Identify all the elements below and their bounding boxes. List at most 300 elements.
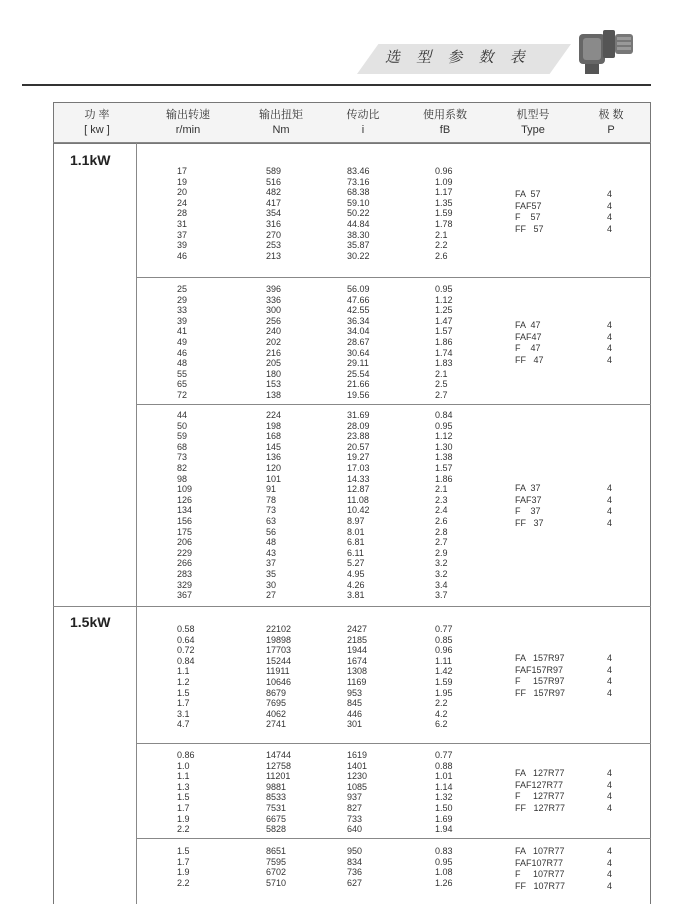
speed-cell: 28 xyxy=(177,208,188,219)
speed-cell: 31 xyxy=(177,218,188,229)
torque-cell: 6675 xyxy=(266,813,287,824)
poles-cell: 4 xyxy=(606,212,612,223)
torque-cell: 73 xyxy=(266,505,277,516)
factor-cell: 2.1 xyxy=(435,484,448,495)
ratio-cell: 834 xyxy=(347,856,363,867)
factor-cell: 1.26 xyxy=(435,877,453,888)
type-cell: FAF107R77 xyxy=(515,857,564,868)
ratio-cell: 20.57 xyxy=(347,441,370,452)
factor-column xyxy=(435,410,453,601)
type-column xyxy=(515,483,544,529)
ratio-cell: 56.09 xyxy=(347,284,370,294)
speed-cell: 109 xyxy=(177,484,193,495)
factor-cell: 1.69 xyxy=(435,813,453,824)
speed-cell: 72 xyxy=(177,389,188,400)
speed-cell: 59 xyxy=(177,431,188,442)
ratio-cell: 14.33 xyxy=(347,473,370,484)
ratio-column xyxy=(347,410,370,601)
speed-column xyxy=(177,410,192,601)
type-cell: FAF157R97 xyxy=(515,664,564,675)
speed-cell: 55 xyxy=(177,368,188,379)
type-column xyxy=(515,189,544,235)
ratio-cell: 47.66 xyxy=(347,294,370,305)
speed-cell: 48 xyxy=(177,358,188,369)
ratio-cell: 953 xyxy=(347,687,363,698)
poles-cell: 4 xyxy=(606,189,612,199)
ratio-cell: 36.34 xyxy=(347,315,370,326)
speed-cell: 134 xyxy=(177,505,193,516)
ratio-cell: 59.10 xyxy=(347,197,370,208)
speed-cell: 1.7 xyxy=(177,802,190,813)
factor-cell: 1.95 xyxy=(435,687,453,698)
torque-cell: 12758 xyxy=(266,760,292,771)
factor-cell: 0.83 xyxy=(435,846,453,856)
factor-cell: 0.95 xyxy=(435,284,453,294)
speed-cell: 19 xyxy=(177,176,188,187)
type-cell: F 127R77 xyxy=(515,791,565,802)
type-cell: FA 127R77 xyxy=(515,768,565,778)
ratio-cell: 4.26 xyxy=(347,579,365,590)
factor-column xyxy=(435,284,453,401)
ratio-cell: 1619 xyxy=(347,750,368,760)
type-cell: F 107R77 xyxy=(515,869,565,880)
type-column xyxy=(515,320,544,366)
torque-cell: 224 xyxy=(266,410,282,420)
speed-cell: 0.86 xyxy=(177,750,195,760)
ratio-cell: 12.87 xyxy=(347,484,370,495)
block-divider xyxy=(137,743,651,744)
ratio-cell: 29.11 xyxy=(347,358,369,369)
ratio-cell: 301 xyxy=(347,719,363,730)
top-rule xyxy=(22,84,651,86)
type-cell: FF 47 xyxy=(515,354,544,365)
speed-cell: 98 xyxy=(177,473,188,484)
factor-cell: 1.57 xyxy=(435,462,453,473)
factor-cell: 0.84 xyxy=(435,410,453,420)
factor-cell: 2.1 xyxy=(435,229,448,240)
ratio-cell: 68.38 xyxy=(347,187,370,198)
factor-cell: 2.7 xyxy=(435,537,448,548)
torque-cell: 5828 xyxy=(266,824,287,835)
torque-cell: 8679 xyxy=(266,687,287,698)
speed-cell: 82 xyxy=(177,462,188,473)
torque-cell: 213 xyxy=(266,250,282,261)
ratio-cell: 42.55 xyxy=(347,305,370,316)
type-cell: FF 127R77 xyxy=(515,802,566,813)
torque-cell: 63 xyxy=(266,515,277,526)
speed-cell: 50 xyxy=(177,420,188,431)
poles-cell: 4 xyxy=(606,846,612,856)
factor-cell: 1.38 xyxy=(435,452,453,463)
poles-cell: 4 xyxy=(606,320,612,330)
factor-cell: 2.8 xyxy=(435,526,448,537)
speed-cell: 29 xyxy=(177,294,188,305)
torque-cell: 91 xyxy=(266,484,277,495)
ratio-cell: 1230 xyxy=(347,771,368,782)
speed-cell: 46 xyxy=(177,250,188,261)
torque-cell: 78 xyxy=(266,494,277,505)
speed-cell: 1.2 xyxy=(177,676,190,687)
factor-cell: 2.4 xyxy=(435,505,448,516)
group-divider xyxy=(53,606,651,607)
ratio-cell: 8.97 xyxy=(347,515,365,526)
factor-cell: 1.57 xyxy=(435,326,453,337)
torque-cell: 48 xyxy=(266,537,277,548)
poles-cell: 4 xyxy=(606,869,612,880)
ratio-cell: 5.27 xyxy=(347,558,365,569)
torque-cell: 180 xyxy=(266,368,282,379)
speed-cell: 1.5 xyxy=(177,846,190,856)
header-service-factor: 使用系数 fB xyxy=(423,109,467,136)
factor-cell: 1.78 xyxy=(435,218,453,229)
poles-cell: 4 xyxy=(606,517,612,528)
torque-cell: 30 xyxy=(266,579,277,590)
torque-cell: 14744 xyxy=(266,750,292,760)
torque-cell: 35 xyxy=(266,568,277,579)
type-cell: FAF127R77 xyxy=(515,779,564,790)
poles-cell: 4 xyxy=(606,483,612,493)
factor-cell: 1.86 xyxy=(435,336,453,347)
factor-cell: 0.77 xyxy=(435,624,453,634)
ratio-cell: 2185 xyxy=(347,634,368,645)
speed-cell: 2.2 xyxy=(177,877,190,888)
speed-column xyxy=(177,750,195,835)
speed-cell: 1.9 xyxy=(177,867,190,878)
factor-cell: 1.35 xyxy=(435,197,453,208)
factor-cell: 1.94 xyxy=(435,824,453,835)
torque-cell: 8533 xyxy=(266,792,287,803)
block-divider xyxy=(137,277,651,278)
torque-column xyxy=(266,846,286,888)
ratio-cell: 28.09 xyxy=(347,420,370,431)
speed-cell: 4.7 xyxy=(177,719,190,730)
factor-cell: 1.12 xyxy=(435,294,453,305)
speed-cell: 1.7 xyxy=(177,698,190,709)
factor-column xyxy=(435,750,453,835)
torque-cell: 101 xyxy=(266,473,282,484)
speed-cell: 367 xyxy=(177,590,193,601)
speed-cell: 49 xyxy=(177,336,188,347)
speed-cell: 33 xyxy=(177,305,188,316)
ratio-cell: 34.04 xyxy=(347,326,370,337)
ratio-cell: 35.87 xyxy=(347,240,370,251)
page-title: 选 型 参 数 表 xyxy=(385,49,531,66)
ratio-cell: 83.46 xyxy=(347,166,370,176)
torque-cell: 145 xyxy=(266,441,282,452)
ratio-cell: 6.81 xyxy=(347,537,365,548)
factor-cell: 1.59 xyxy=(435,676,453,687)
speed-cell: 0.84 xyxy=(177,655,195,666)
speed-cell: 1.0 xyxy=(177,760,190,771)
header-bottom-rule xyxy=(53,142,651,143)
torque-cell: 11911 xyxy=(266,666,290,677)
ratio-cell: 73.16 xyxy=(347,176,370,187)
type-column xyxy=(515,768,565,814)
poles-column xyxy=(600,768,612,814)
speed-cell: 329 xyxy=(177,579,193,590)
factor-cell: 1.86 xyxy=(435,473,453,484)
gear-motor-icon xyxy=(575,20,637,82)
ratio-cell: 21.66 xyxy=(347,379,370,390)
ratio-cell: 1169 xyxy=(347,676,367,687)
speed-cell: 283 xyxy=(177,568,193,579)
type-cell: FA 57 xyxy=(515,189,541,199)
ratio-cell: 950 xyxy=(347,846,363,856)
factor-cell: 1.50 xyxy=(435,802,453,813)
speed-cell: 0.58 xyxy=(177,624,195,634)
torque-cell: 19898 xyxy=(266,634,292,645)
torque-cell: 8651 xyxy=(266,846,287,856)
factor-cell: 2.6 xyxy=(435,515,448,526)
ratio-cell: 2427 xyxy=(347,624,368,634)
poles-cell: 4 xyxy=(606,802,612,813)
poles-cell: 4 xyxy=(606,664,612,675)
torque-column xyxy=(266,166,281,261)
factor-cell: 2.7 xyxy=(435,389,448,400)
ratio-cell: 845 xyxy=(347,698,363,709)
ratio-cell: 4.95 xyxy=(347,568,365,579)
ratio-cell: 10.42 xyxy=(347,505,370,516)
block-divider xyxy=(137,838,651,839)
type-cell: F 157R97 xyxy=(515,676,565,687)
factor-column xyxy=(435,846,453,888)
type-cell: FF 57 xyxy=(515,223,544,234)
speed-cell: 25 xyxy=(177,284,188,294)
header-power: 功 率 [ kw ] xyxy=(84,109,110,136)
ratio-cell: 1944 xyxy=(347,645,368,656)
torque-cell: 138 xyxy=(266,389,282,400)
ratio-cell: 30.22 xyxy=(347,250,370,261)
torque-cell: 168 xyxy=(266,431,282,442)
factor-cell: 1.83 xyxy=(435,358,453,369)
speed-cell: 206 xyxy=(177,537,193,548)
torque-cell: 15244 xyxy=(266,655,292,666)
torque-column xyxy=(266,410,281,601)
factor-cell: 2.9 xyxy=(435,547,448,558)
torque-cell: 316 xyxy=(266,218,282,229)
factor-cell: 1.17 xyxy=(435,187,453,198)
torque-cell: 22102 xyxy=(266,624,292,634)
poles-cell: 4 xyxy=(606,676,612,687)
torque-cell: 11201 xyxy=(266,771,291,782)
speed-cell: 0.64 xyxy=(177,634,195,645)
factor-cell: 1.14 xyxy=(435,781,453,792)
speed-cell: 1.1 xyxy=(177,771,190,782)
factor-cell: 6.2 xyxy=(435,719,448,730)
ratio-cell: 50.22 xyxy=(347,208,370,219)
type-column xyxy=(515,846,565,892)
factor-cell: 4.2 xyxy=(435,708,448,719)
poles-cell: 4 xyxy=(606,768,612,778)
power-label: 1.1kW xyxy=(70,152,111,168)
factor-cell: 0.77 xyxy=(435,750,453,760)
type-cell: FF 157R97 xyxy=(515,687,566,698)
poles-cell: 4 xyxy=(606,779,612,790)
ratio-cell: 23.88 xyxy=(347,431,370,442)
torque-cell: 300 xyxy=(266,305,282,316)
factor-cell: 2.3 xyxy=(435,494,448,505)
header-torque: 输出扭矩 Nm xyxy=(259,109,303,136)
torque-cell: 240 xyxy=(266,326,282,337)
header-poles: 极 数 P xyxy=(598,109,624,136)
torque-cell: 9881 xyxy=(266,781,287,792)
speed-cell: 68 xyxy=(177,441,188,452)
factor-cell: 1.11 xyxy=(435,655,452,666)
type-cell: FA 157R97 xyxy=(515,653,565,663)
speed-cell: 1.3 xyxy=(177,781,190,792)
speed-cell: 24 xyxy=(177,197,188,208)
factor-cell: 3.2 xyxy=(435,568,448,579)
type-cell: FAF37 xyxy=(515,494,542,505)
speed-column xyxy=(177,166,187,261)
speed-cell: 44 xyxy=(177,410,188,420)
torque-cell: 27 xyxy=(266,590,277,601)
ratio-cell: 446 xyxy=(347,708,363,719)
header-ratio: 传动比 i xyxy=(346,109,380,136)
poles-column xyxy=(600,846,612,892)
ratio-cell: 733 xyxy=(347,813,363,824)
speed-cell: 37 xyxy=(177,229,188,240)
torque-cell: 516 xyxy=(266,176,282,187)
ratio-column xyxy=(347,750,367,835)
poles-column xyxy=(600,653,612,699)
speed-cell: 229 xyxy=(177,547,193,558)
torque-cell: 198 xyxy=(266,420,282,431)
speed-cell: 126 xyxy=(177,494,193,505)
type-cell: FA 47 xyxy=(515,320,541,330)
poles-cell: 4 xyxy=(606,200,612,211)
type-cell: FA 37 xyxy=(515,483,541,493)
torque-cell: 270 xyxy=(266,229,282,240)
torque-cell: 482 xyxy=(266,187,282,198)
poles-column xyxy=(600,483,612,529)
torque-cell: 589 xyxy=(266,166,282,176)
speed-cell: 73 xyxy=(177,452,188,463)
ratio-cell: 38.30 xyxy=(347,229,370,240)
speed-column xyxy=(177,846,190,888)
speed-cell: 0.72 xyxy=(177,645,195,656)
speed-column xyxy=(177,284,187,401)
speed-cell: 39 xyxy=(177,315,188,326)
torque-cell: 10646 xyxy=(266,676,292,687)
speed-cell: 17 xyxy=(177,166,188,176)
torque-column xyxy=(266,284,281,401)
factor-cell: 0.95 xyxy=(435,420,453,431)
torque-cell: 5710 xyxy=(266,877,287,888)
factor-cell: 2.6 xyxy=(435,250,448,261)
torque-cell: 37 xyxy=(266,558,277,569)
type-cell: F 37 xyxy=(515,506,541,517)
poles-cell: 4 xyxy=(606,506,612,517)
torque-cell: 17703 xyxy=(266,645,292,656)
factor-cell: 1.12 xyxy=(435,431,453,442)
torque-cell: 153 xyxy=(266,379,282,390)
torque-cell: 7531 xyxy=(266,802,287,813)
factor-column xyxy=(435,624,453,730)
type-cell: F 47 xyxy=(515,343,541,354)
speed-cell: 39 xyxy=(177,240,188,251)
speed-column xyxy=(177,624,195,730)
poles-cell: 4 xyxy=(606,494,612,505)
type-cell: FA 107R77 xyxy=(515,846,565,856)
torque-cell: 2741 xyxy=(266,719,287,730)
torque-cell: 202 xyxy=(266,336,282,347)
poles-column xyxy=(600,189,612,235)
power-column-divider xyxy=(136,142,137,904)
factor-cell: 1.08 xyxy=(435,867,453,878)
poles-cell: 4 xyxy=(606,343,612,354)
torque-cell: 205 xyxy=(266,358,282,369)
ratio-column xyxy=(347,846,362,888)
poles-cell: 4 xyxy=(606,857,612,868)
factor-cell: 1.42 xyxy=(435,666,453,677)
factor-cell: 0.96 xyxy=(435,645,453,656)
torque-column xyxy=(266,750,291,835)
torque-cell: 216 xyxy=(266,347,282,358)
ratio-cell: 17.03 xyxy=(347,462,370,473)
speed-cell: 1.9 xyxy=(177,813,190,824)
ratio-cell: 1308 xyxy=(347,666,368,677)
ratio-cell: 937 xyxy=(347,792,363,803)
poles-cell: 4 xyxy=(606,687,612,698)
torque-cell: 43 xyxy=(266,547,277,558)
ratio-cell: 827 xyxy=(347,802,363,813)
torque-cell: 56 xyxy=(266,526,277,537)
type-column xyxy=(515,653,565,699)
speed-cell: 46 xyxy=(177,347,188,358)
poles-column xyxy=(600,320,612,366)
factor-cell: 3.4 xyxy=(435,579,448,590)
ratio-cell: 3.81 xyxy=(347,590,365,601)
torque-cell: 7595 xyxy=(266,856,287,867)
speed-cell: 1.1 xyxy=(177,666,190,677)
torque-cell: 253 xyxy=(266,240,282,251)
factor-cell: 1.74 xyxy=(435,347,453,358)
torque-cell: 354 xyxy=(266,208,282,219)
ratio-cell: 19.27 xyxy=(347,452,370,463)
ratio-cell: 627 xyxy=(347,877,363,888)
speed-cell: 175 xyxy=(177,526,193,537)
factor-cell: 0.95 xyxy=(435,856,453,867)
type-cell: F 57 xyxy=(515,212,541,223)
factor-cell: 0.88 xyxy=(435,760,453,771)
factor-cell: 0.96 xyxy=(435,166,453,176)
torque-cell: 7695 xyxy=(266,698,287,709)
speed-cell: 2.2 xyxy=(177,824,190,835)
factor-cell: 1.32 xyxy=(435,792,453,803)
speed-cell: 156 xyxy=(177,515,193,526)
factor-cell: 3.7 xyxy=(435,590,448,601)
header-speed: 输出转速 r/min xyxy=(166,109,210,136)
speed-cell: 3.1 xyxy=(177,708,190,719)
poles-cell: 4 xyxy=(606,354,612,365)
speed-cell: 41 xyxy=(177,326,188,337)
speed-cell: 1.5 xyxy=(177,792,190,803)
ratio-cell: 28.67 xyxy=(347,336,370,347)
factor-cell: 0.85 xyxy=(435,634,453,645)
speed-cell: 20 xyxy=(177,187,188,198)
header-type: 机型号 Type xyxy=(516,109,550,136)
torque-cell: 256 xyxy=(266,315,282,326)
factor-cell: 2.5 xyxy=(435,379,448,390)
factor-cell: 1.25 xyxy=(435,305,453,316)
ratio-cell: 8.01 xyxy=(347,526,365,537)
factor-cell: 2.1 xyxy=(435,368,448,379)
factor-cell: 1.47 xyxy=(435,315,453,326)
ratio-cell: 736 xyxy=(347,867,363,878)
ratio-column xyxy=(347,624,367,730)
power-label: 1.5kW xyxy=(70,614,111,630)
